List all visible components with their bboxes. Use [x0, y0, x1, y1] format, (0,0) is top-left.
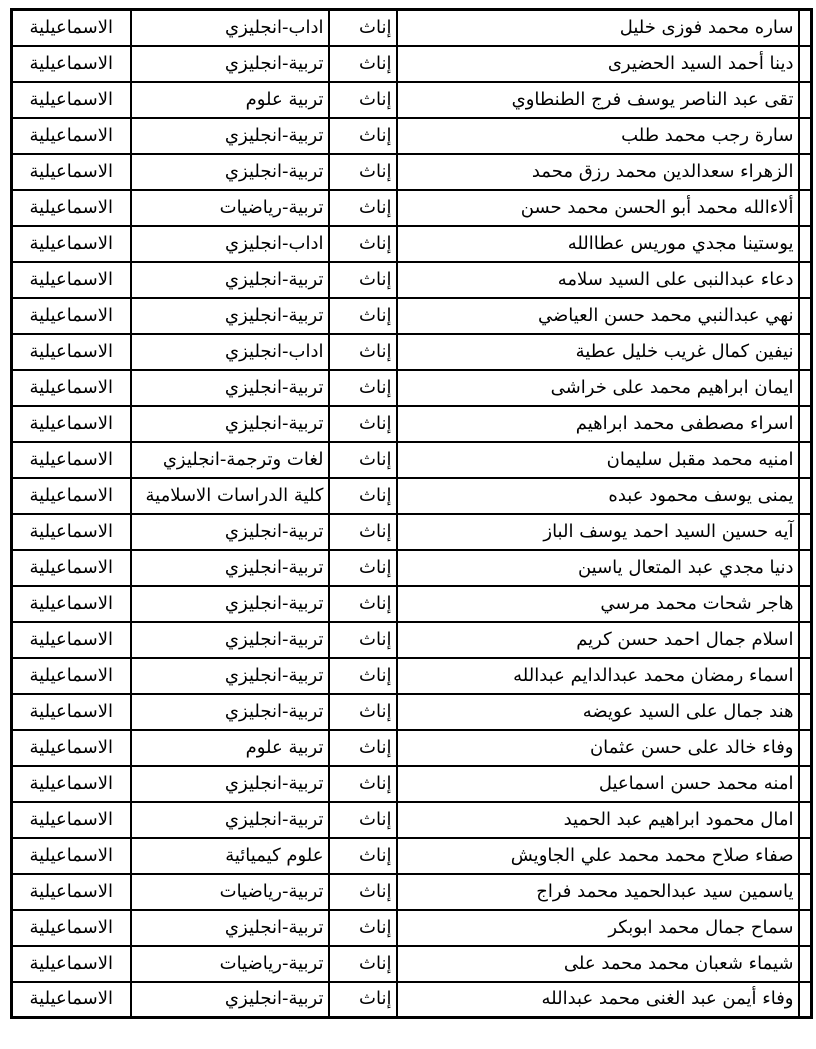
cell-faculty: تربية-انجليزي — [131, 514, 329, 550]
cell-student-name: وفاء أيمن عبد الغنى محمد عبدالله — [397, 982, 799, 1018]
cell-faculty: تربية-انجليزي — [131, 586, 329, 622]
cell-serial — [799, 874, 812, 910]
cell-serial — [799, 190, 812, 226]
cell-faculty: تربية علوم — [131, 730, 329, 766]
table-row — [12, 118, 812, 154]
cell-governorate: الاسماعيلية — [12, 442, 131, 478]
cell-gender: إناث — [329, 226, 397, 262]
cell-student-name: وفاء خالد على حسن عثمان — [397, 730, 799, 766]
cell-faculty: تربية-انجليزي — [131, 118, 329, 154]
cell-governorate: الاسماعيلية — [12, 190, 131, 226]
cell-governorate: الاسماعيلية — [12, 622, 131, 658]
table-row — [12, 406, 812, 442]
table-row — [12, 226, 812, 262]
table-row — [12, 694, 812, 730]
cell-serial — [799, 154, 812, 190]
cell-gender: إناث — [329, 766, 397, 802]
cell-serial — [799, 766, 812, 802]
cell-gender: إناث — [329, 46, 397, 82]
cell-governorate: الاسماعيلية — [12, 586, 131, 622]
cell-serial — [799, 262, 812, 298]
table-row — [12, 10, 812, 46]
cell-governorate: الاسماعيلية — [12, 802, 131, 838]
cell-governorate: الاسماعيلية — [12, 766, 131, 802]
cell-governorate: الاسماعيلية — [12, 406, 131, 442]
cell-faculty: علوم كيميائية — [131, 838, 329, 874]
cell-faculty: اداب-انجليزي — [131, 10, 329, 46]
cell-student-name: امنيه محمد مقبل سليمان — [397, 442, 799, 478]
cell-faculty: تربية-انجليزي — [131, 802, 329, 838]
cell-student-name: امال محمود ابراهيم عبد الحميد — [397, 802, 799, 838]
cell-faculty: تربية-انجليزي — [131, 982, 329, 1018]
cell-gender: إناث — [329, 982, 397, 1018]
cell-governorate: الاسماعيلية — [12, 262, 131, 298]
cell-student-name: نيفين كمال غريب خليل عطية — [397, 334, 799, 370]
cell-serial — [799, 694, 812, 730]
cell-governorate: الاسماعيلية — [12, 514, 131, 550]
cell-faculty: اداب-انجليزي — [131, 226, 329, 262]
cell-gender: إناث — [329, 694, 397, 730]
cell-student-name: تقى عبد الناصر يوسف فرج الطنطاوي — [397, 82, 799, 118]
cell-faculty: تربية علوم — [131, 82, 329, 118]
cell-gender: إناث — [329, 586, 397, 622]
cell-serial — [799, 622, 812, 658]
cell-faculty: تربية-انجليزي — [131, 406, 329, 442]
cell-governorate: الاسماعيلية — [12, 226, 131, 262]
cell-student-name: نهي عبدالنبي محمد حسن العياضي — [397, 298, 799, 334]
cell-serial — [799, 550, 812, 586]
table-row — [12, 874, 812, 910]
table-row — [12, 46, 812, 82]
table-body — [12, 10, 812, 1018]
cell-gender: إناث — [329, 334, 397, 370]
cell-gender: إناث — [329, 154, 397, 190]
cell-gender: إناث — [329, 118, 397, 154]
cell-faculty: تربية-انجليزي — [131, 46, 329, 82]
table-row — [12, 370, 812, 406]
cell-serial — [799, 478, 812, 514]
cell-gender: إناث — [329, 514, 397, 550]
cell-student-name: سماح جمال محمد ابوبكر — [397, 910, 799, 946]
cell-serial — [799, 406, 812, 442]
cell-governorate: الاسماعيلية — [12, 334, 131, 370]
table-row — [12, 190, 812, 226]
cell-faculty: تربية-رياضيات — [131, 190, 329, 226]
cell-serial — [799, 802, 812, 838]
cell-student-name: هند جمال على السيد عويضه — [397, 694, 799, 730]
cell-gender: إناث — [329, 478, 397, 514]
table-row — [12, 982, 812, 1018]
table-row — [12, 910, 812, 946]
cell-gender: إناث — [329, 442, 397, 478]
table-row — [12, 478, 812, 514]
cell-student-name: امنه محمد حسن اسماعيل — [397, 766, 799, 802]
cell-gender: إناث — [329, 82, 397, 118]
table-row — [12, 550, 812, 586]
cell-gender: إناث — [329, 730, 397, 766]
cell-student-name: اسلام جمال احمد حسن كريم — [397, 622, 799, 658]
cell-serial — [799, 514, 812, 550]
cell-faculty: تربية-انجليزي — [131, 262, 329, 298]
cell-governorate: الاسماعيلية — [12, 658, 131, 694]
cell-faculty: كلية الدراسات الاسلامية — [131, 478, 329, 514]
cell-student-name: ألاءالله محمد أبو الحسن محمد حسن — [397, 190, 799, 226]
cell-governorate: الاسماعيلية — [12, 550, 131, 586]
students-table — [10, 8, 813, 1019]
table-row — [12, 838, 812, 874]
table-row — [12, 586, 812, 622]
cell-governorate: الاسماعيلية — [12, 946, 131, 982]
cell-student-name: دينا أحمد السيد الحضيرى — [397, 46, 799, 82]
cell-student-name: آيه حسين السيد احمد يوسف الباز — [397, 514, 799, 550]
cell-student-name: هاجر شحات محمد مرسي — [397, 586, 799, 622]
cell-serial — [799, 910, 812, 946]
cell-governorate: الاسماعيلية — [12, 10, 131, 46]
cell-serial — [799, 334, 812, 370]
cell-faculty: تربية-رياضيات — [131, 946, 329, 982]
cell-faculty: تربية-انجليزي — [131, 154, 329, 190]
cell-gender: إناث — [329, 622, 397, 658]
cell-student-name: شيماء شعبان محمد محمد على — [397, 946, 799, 982]
cell-governorate: الاسماعيلية — [12, 370, 131, 406]
table-row — [12, 802, 812, 838]
cell-faculty: تربية-انجليزي — [131, 622, 329, 658]
cell-gender: إناث — [329, 658, 397, 694]
cell-faculty: تربية-انجليزي — [131, 550, 329, 586]
cell-faculty: تربية-انجليزي — [131, 910, 329, 946]
cell-governorate: الاسماعيلية — [12, 982, 131, 1018]
cell-governorate: الاسماعيلية — [12, 874, 131, 910]
cell-student-name: ايمان ابراهيم محمد على خراشى — [397, 370, 799, 406]
table-row — [12, 514, 812, 550]
cell-gender: إناث — [329, 802, 397, 838]
cell-student-name: اسراء مصطفى محمد ابراهيم — [397, 406, 799, 442]
cell-serial — [799, 46, 812, 82]
cell-governorate: الاسماعيلية — [12, 154, 131, 190]
cell-serial — [799, 838, 812, 874]
cell-serial — [799, 298, 812, 334]
cell-faculty: تربية-انجليزي — [131, 298, 329, 334]
table-row — [12, 298, 812, 334]
cell-serial — [799, 730, 812, 766]
cell-serial — [799, 442, 812, 478]
table-row — [12, 442, 812, 478]
cell-faculty: اداب-انجليزي — [131, 334, 329, 370]
cell-governorate: الاسماعيلية — [12, 838, 131, 874]
cell-student-name: ياسمين سيد عبدالحميد محمد فراج — [397, 874, 799, 910]
cell-student-name: اسماء رمضان محمد عبدالدايم عبدالله — [397, 658, 799, 694]
cell-serial — [799, 118, 812, 154]
cell-governorate: الاسماعيلية — [12, 910, 131, 946]
table-row — [12, 766, 812, 802]
cell-gender: إناث — [329, 190, 397, 226]
cell-serial — [799, 586, 812, 622]
cell-governorate: الاسماعيلية — [12, 478, 131, 514]
cell-serial — [799, 658, 812, 694]
cell-serial — [799, 982, 812, 1018]
cell-student-name: سارة رجب محمد طلب — [397, 118, 799, 154]
cell-governorate: الاسماعيلية — [12, 730, 131, 766]
cell-gender: إناث — [329, 10, 397, 46]
cell-gender: إناث — [329, 910, 397, 946]
table-row — [12, 82, 812, 118]
cell-faculty: تربية-انجليزي — [131, 658, 329, 694]
cell-gender: إناث — [329, 406, 397, 442]
cell-student-name: يوستينا مجدي موريس عطاالله — [397, 226, 799, 262]
cell-student-name: دعاء عبدالنبى على السيد سلامه — [397, 262, 799, 298]
table-row — [12, 730, 812, 766]
cell-serial — [799, 10, 812, 46]
cell-student-name: ساره محمد فوزى خليل — [397, 10, 799, 46]
cell-governorate: الاسماعيلية — [12, 46, 131, 82]
cell-serial — [799, 370, 812, 406]
cell-serial — [799, 946, 812, 982]
table-row — [12, 334, 812, 370]
cell-governorate: الاسماعيلية — [12, 82, 131, 118]
table-row — [12, 622, 812, 658]
table-row — [12, 154, 812, 190]
cell-gender: إناث — [329, 298, 397, 334]
students-table-container — [13, 8, 813, 1019]
cell-governorate: الاسماعيلية — [12, 694, 131, 730]
cell-governorate: الاسماعيلية — [12, 118, 131, 154]
cell-gender: إناث — [329, 370, 397, 406]
table-row — [12, 262, 812, 298]
cell-gender: إناث — [329, 550, 397, 586]
cell-gender: إناث — [329, 262, 397, 298]
cell-governorate: الاسماعيلية — [12, 298, 131, 334]
cell-gender: إناث — [329, 838, 397, 874]
cell-student-name: يمنى يوسف محمود عبده — [397, 478, 799, 514]
cell-gender: إناث — [329, 874, 397, 910]
cell-faculty: لغات وترجمة-انجليزي — [131, 442, 329, 478]
cell-faculty: تربية-انجليزي — [131, 370, 329, 406]
cell-student-name: الزهراء سعدالدين محمد رزق محمد — [397, 154, 799, 190]
table-row — [12, 658, 812, 694]
cell-gender: إناث — [329, 946, 397, 982]
cell-faculty: تربية-انجليزي — [131, 694, 329, 730]
table-row — [12, 946, 812, 982]
cell-faculty: تربية-رياضيات — [131, 874, 329, 910]
cell-student-name: صفاء صلاح محمد محمد علي الجاويش — [397, 838, 799, 874]
cell-faculty: تربية-انجليزي — [131, 766, 329, 802]
cell-serial — [799, 226, 812, 262]
cell-student-name: دنيا مجدي عبد المتعال ياسين — [397, 550, 799, 586]
cell-serial — [799, 82, 812, 118]
